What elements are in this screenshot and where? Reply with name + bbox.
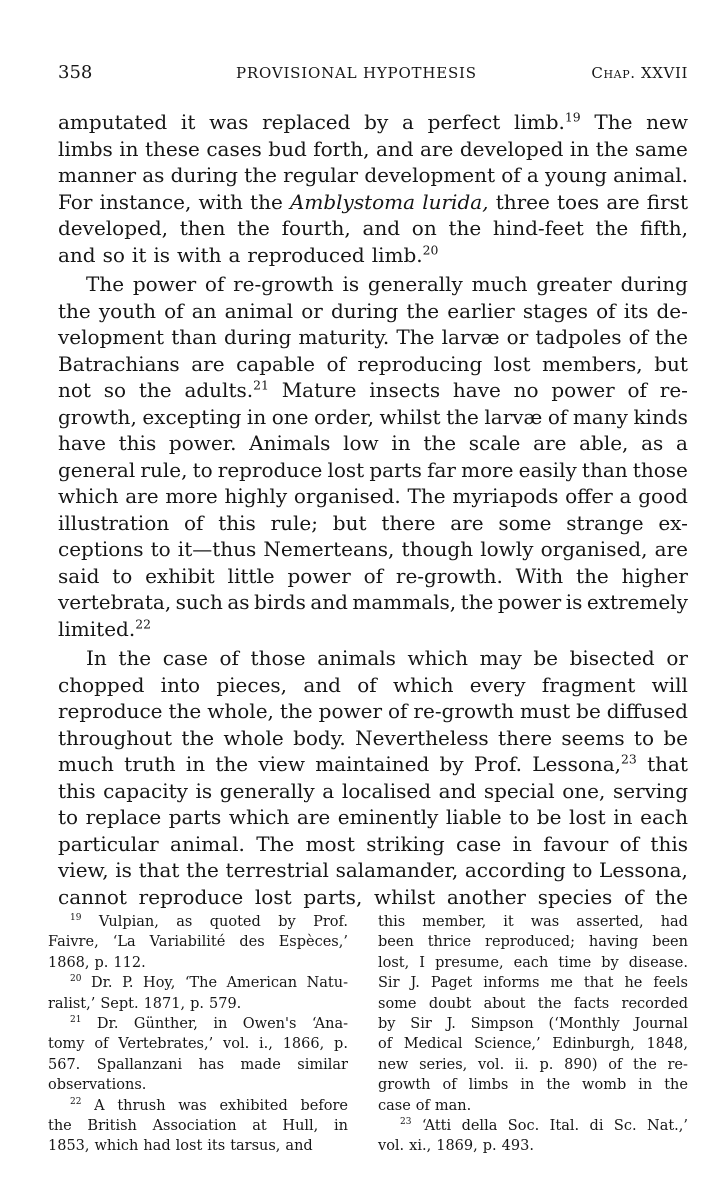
footnote-line: case of man. — [378, 1097, 472, 1114]
footnote-line: lost, I presume, each time by disease. — [378, 954, 688, 971]
footnote-line: 1868, p. 112. — [48, 954, 146, 971]
body-line: chopped into pieces, and of which every fragment will — [58, 672, 688, 697]
footnote-line: vol. xi., 1869, p. 493. — [378, 1138, 534, 1155]
footnote-line: 567. Spallanzani has made similar — [48, 1056, 348, 1073]
footnote-line: the British Association at Hull, in — [48, 1118, 348, 1134]
page-number: 358 — [58, 62, 93, 83]
footnote-line: Sir J. Paget informs me that he feels — [378, 975, 688, 992]
body-line: For instance, with the Amblystoma lurida, three toes are first — [58, 189, 688, 214]
body-line: throughout the whole body. Nevertheless there seems to be — [58, 725, 688, 750]
body-line: reproduce the whole, the power of re-growth must be diffused — [58, 699, 688, 723]
footnote-line: observations. — [48, 1077, 147, 1094]
footnote-line: $^{23}$ ‘Atti della Soc. Ital. di Sc. Nat.,’ — [400, 1117, 688, 1134]
footnote-line: 1853, which had lost its tarsus, and — [48, 1138, 313, 1155]
body-line: which are more highly organised. The myriapods offer a good — [58, 484, 688, 508]
body-line: limited.$^{22}$ — [58, 615, 151, 641]
body-line: Batrachians are capable of reproducing lost members, but — [58, 351, 688, 376]
footnote-line: Faivre, ‘La Variabilité des Espèces,’ — [48, 934, 348, 951]
body-line: developed, then the fourth, and on the hind-feet the fifth, — [58, 216, 688, 240]
footnote-line: $^{22}$ A thrush was exhibited before — [70, 1096, 348, 1114]
body-line: illustration of this rule; but there are some strange ex- — [58, 510, 688, 535]
body-line: The power of re-growth is generally much greater during — [86, 272, 688, 296]
chapter-label: Chap. XXVII — [591, 64, 688, 82]
body-line: velopment than during maturity. The larvæ or tadpoles of the — [58, 325, 688, 349]
footnote-line: by Sir J. Simpson (‘Monthly Journal — [378, 1016, 688, 1032]
body-line: vertebrata, such as birds and mammals, the power is extremely — [58, 590, 688, 614]
footnote-line: growth of limbs in the womb in the — [378, 1077, 688, 1094]
body-line: general rule, to reproduce lost parts far more easily than those — [58, 457, 688, 482]
body-line: growth, excepting in one order, whilst the larvæ of many kinds — [58, 404, 688, 429]
body-line: In the case of those animals which may be bisected or — [86, 646, 688, 670]
footnote-line: been thrice reproduced; having been — [378, 934, 688, 951]
footnote-line: this member, it was asserted, had — [378, 914, 688, 930]
footnote-line: new series, vol. ii. p. 890) of the re- — [378, 1056, 688, 1073]
body-line: not so the adults.$^{21}$ Mature insects have no power of re- — [58, 377, 688, 402]
body-line: to replace parts which are eminently liable to be lost in each — [58, 805, 688, 829]
footnote-line: $^{20}$ Dr. P. Hoy, ‘The American Natu- — [70, 974, 348, 992]
body-line: and so it is with a reproduced limb.$^{20}$ — [58, 241, 439, 267]
footnote-line: ralist,’ Sept. 1871, p. 579. — [48, 995, 242, 1012]
running-head: PROVISIONAL HYPOTHESIS — [236, 64, 477, 82]
body-line: this capacity is generally a localised and special one, serving — [58, 778, 688, 803]
footnote-line: of Medical Science,’ Edinburgh, 1848, — [378, 1036, 688, 1053]
body-line: ceptions to it—thus Nemerteans, though lowly organised, are — [58, 537, 688, 561]
body-line: said to exhibit little power of re-growth. With the higher — [58, 563, 688, 588]
body-line: manner as during the regular development of a young animal. — [58, 163, 688, 187]
body-line: particular animal. The most striking case in favour of this — [58, 831, 688, 856]
body-line: amputated it was replaced by a perfect limb.$^{19}$ The new — [58, 109, 688, 134]
footnote-line: $^{19}$ Vulpian, as quoted by Prof. — [70, 913, 348, 930]
footnote-line: some doubt about the facts recorded — [378, 995, 688, 1012]
body-line: have this power. Animals low in the scale are able, as a — [58, 431, 688, 455]
footnote-line: tomy of Vertebrates,’ vol. i., 1866, p. — [48, 1036, 348, 1053]
body-line: much truth in the view maintained by Prof. Lessona,$^{23}$ that — [58, 751, 688, 776]
body-line: the youth of an animal or during the earlier stages of its de- — [58, 298, 688, 323]
footnote-line: $^{21}$ Dr. Günther, in Owen's ‘Ana- — [70, 1015, 348, 1032]
page-header — [58, 62, 688, 88]
body-line: view, is that the terrestrial salamander, according to Lessona, — [58, 858, 688, 882]
body-line: cannot reproduce lost parts, whilst another species of the — [58, 884, 688, 909]
body-line: limbs in these cases bud forth, and are developed in the same — [58, 136, 688, 161]
